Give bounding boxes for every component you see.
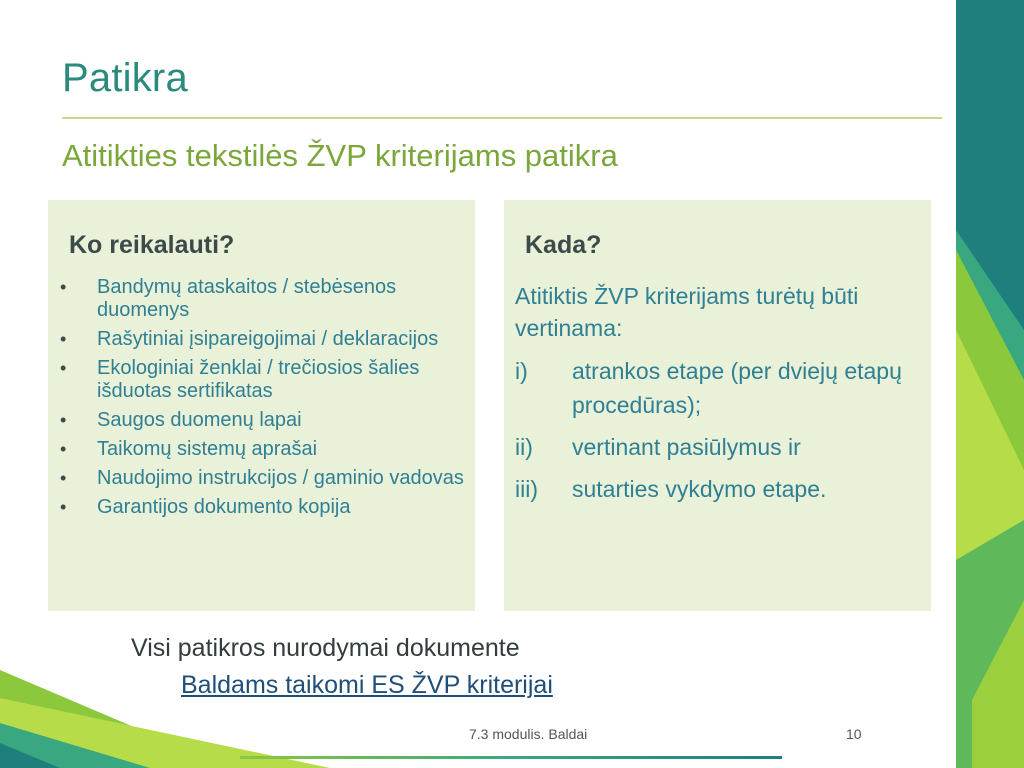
list-item: • Bandymų ataskaitos / stebėsenos duomenys	[60, 276, 397, 321]
title-divider	[62, 117, 942, 119]
bullet-icon: •	[60, 497, 67, 517]
bullet-icon: •	[60, 439, 67, 459]
page-subtitle: Atitikties tekstilės ŽVP kriterijams patikra	[62, 138, 618, 173]
page-title: Patikra	[62, 56, 188, 100]
step-item	[515, 430, 920, 464]
step-text: atrankos etape (per dviejų etapų procedūras);	[572, 358, 902, 418]
bullet-icon: •	[60, 277, 67, 297]
module-label: 7.3 modulis. Baldai	[469, 726, 588, 742]
step-text: vertinant pasiūlymus ir	[572, 434, 801, 460]
page-number: 10	[846, 726, 862, 742]
step-item	[515, 354, 920, 422]
footer-note: Visi patikros nurodymai dokumente	[131, 634, 520, 662]
timing-intro: Atitiktis ŽVP kriterijams turėtų būti vertinama:	[515, 283, 859, 341]
list-item: • Taikomų sistemų aprašai	[60, 438, 318, 460]
decorative-right-stripes	[952, 0, 1024, 768]
step-number: i)	[515, 358, 528, 384]
bullet-icon: •	[60, 329, 67, 349]
timing-steps	[515, 354, 920, 514]
list-item: • Naudojimo instrukcijos / gaminio vadovas	[60, 467, 464, 489]
requirements-list	[60, 276, 465, 525]
step-number: iii)	[515, 476, 538, 502]
criteria-document-link[interactable]: Baldams taikomi ES ŽVP kriterijai	[181, 671, 553, 699]
bullet-icon: •	[60, 468, 67, 488]
bullet-icon: •	[60, 358, 67, 378]
list-item: • Ekologiniai ženklai / trečiosios šalies išduotas sertifikatas	[60, 357, 420, 402]
list-item: • Saugos duomenų lapai	[60, 409, 302, 431]
requirements-heading: Ko reikalauti?	[69, 231, 235, 259]
step-item	[515, 472, 920, 506]
step-number: ii)	[515, 434, 533, 460]
list-item: • Rašytiniai įsipareigojimai / deklaracijos	[60, 328, 439, 350]
footer-gradient-bar	[240, 756, 782, 759]
timing-panel	[504, 200, 931, 611]
list-item: • Garantijos dokumento kopija	[60, 496, 351, 518]
step-text: sutarties vykdymo etape.	[572, 476, 827, 502]
bullet-icon: •	[60, 410, 67, 430]
requirements-panel	[48, 200, 475, 611]
timing-heading: Kada?	[525, 231, 602, 259]
